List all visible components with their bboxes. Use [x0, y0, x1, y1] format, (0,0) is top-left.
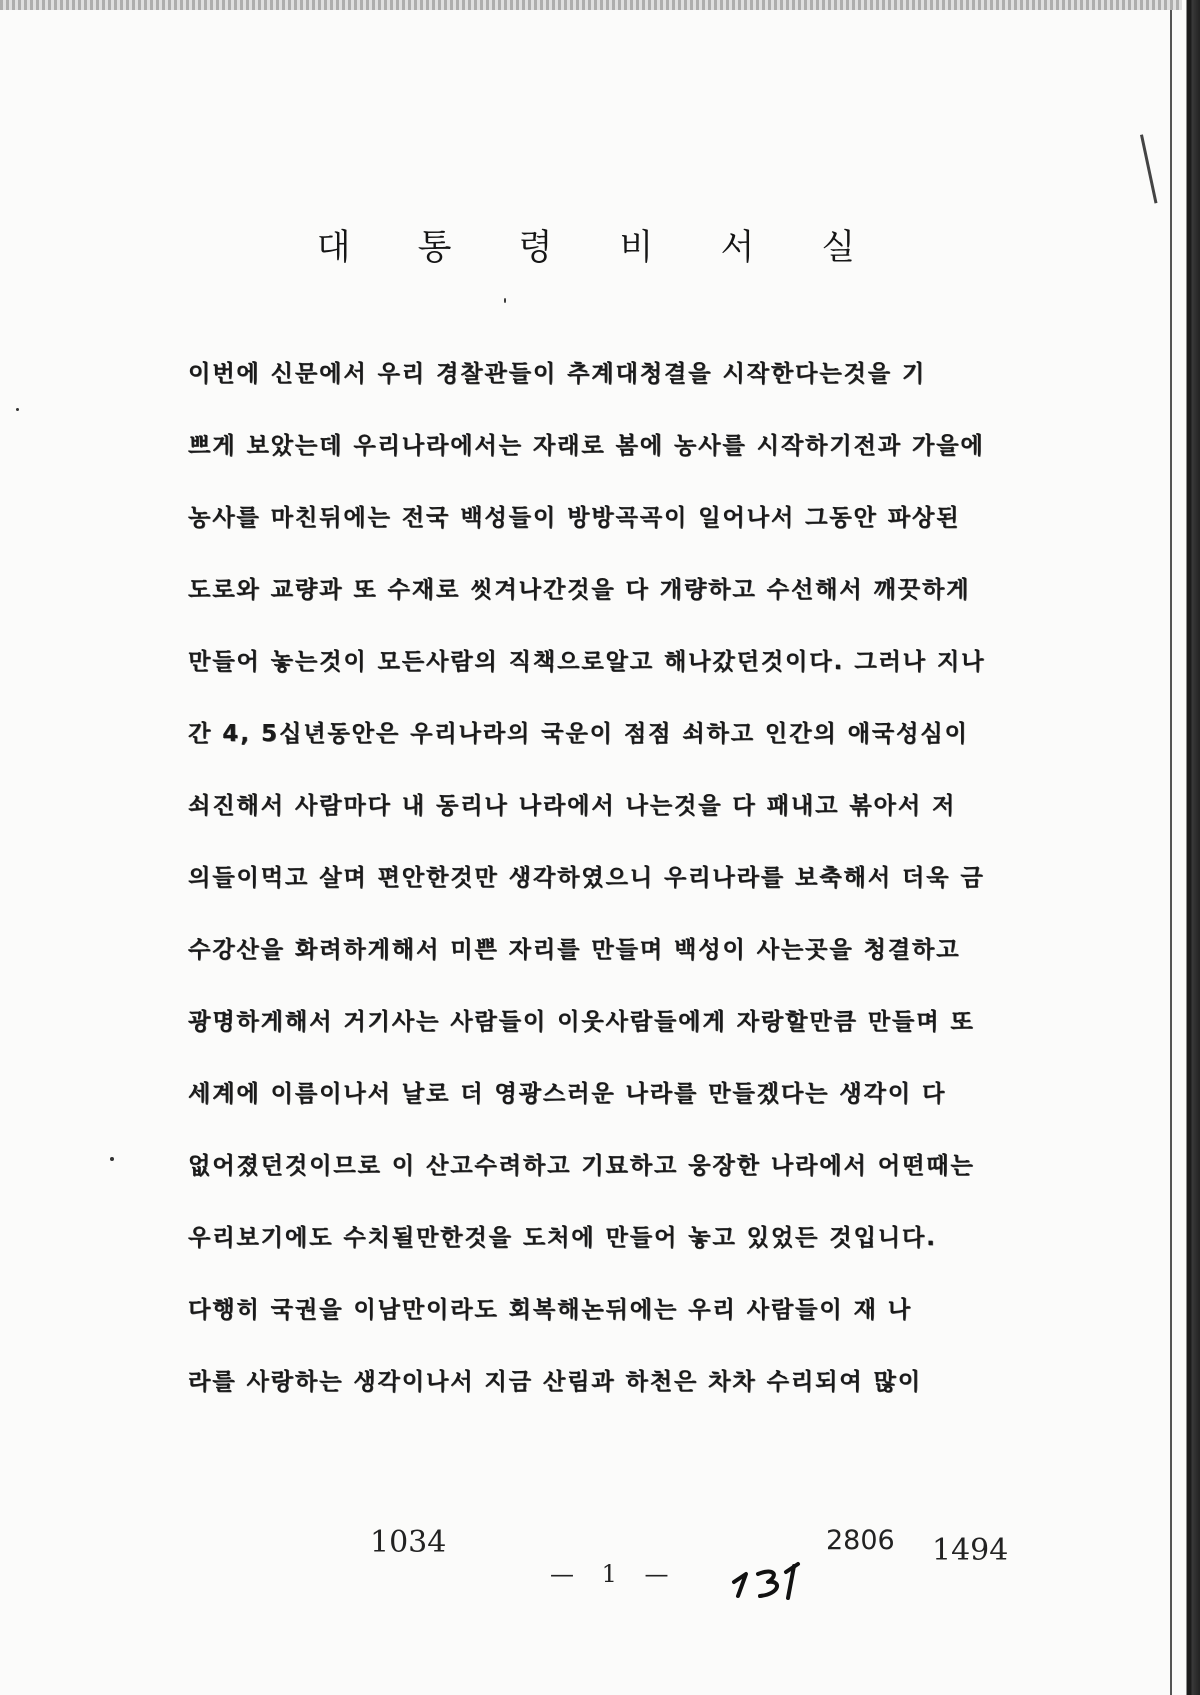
body-line: 세계에 이름이나서 날로 더 영광스러운 나라를 만들겠다는 생각이 다 — [188, 1081, 947, 1107]
body-line: 이번에 신문에서 우리 경찰관들이 추계대청결을 시작한다는것을 기 — [188, 361, 927, 387]
body-line: 광명하게해서 거기사는 사람들이 이웃사람들에게 자랑할만큼 만들며 또 — [188, 1009, 975, 1035]
scan-speck — [110, 1157, 114, 1161]
body-line: 의들이먹고 살며 편안한것만 생각하였으니 우리나라를 보축해서 더욱 금 — [188, 865, 985, 891]
pen-stroke-mark — [1140, 134, 1157, 203]
handwritten-page-mark — [728, 1552, 828, 1602]
body-line: 도로와 교량과 또 수재로 씻겨나간것을 다 개량하고 수선해서 깨끗하게 — [188, 577, 971, 603]
body-line: 쇠진해서 사람마다 내 동리나 나라에서 나는것을 다 패내고 볶아서 저 — [188, 793, 957, 819]
body-line: 간 4, 5십년동안은 우리나라의 국운이 점점 쇠하고 인간의 애국성심이 — [188, 721, 969, 747]
body-line: 우리보기에도 수치될만한것을 도처에 만들어 놓고 있었든 것입니다. — [188, 1225, 937, 1251]
stamp-number-right: 1494 — [932, 1533, 1009, 1568]
body-line: 만들어 놓는것이 모든사람의 직책으로알고 해나갔던것이다. 그러나 지나 — [188, 649, 986, 675]
body-line: 다행히 국권을 이남만이라도 회복해논뒤에는 우리 사람들이 재 나 — [188, 1297, 912, 1323]
scan-top-edge — [0, 0, 1200, 10]
stamp-number-middle: 2806 — [826, 1525, 895, 1556]
body-line: 라를 사랑하는 생각이나서 지금 산림과 하천은 차차 수리되여 많이 — [188, 1369, 922, 1395]
body-line: 수강산을 화려하게해서 미쁜 자리를 만들며 백성이 사는곳을 청결하고 — [188, 937, 961, 963]
body-line: 쁘게 보았는데 우리나라에서는 자래로 봄에 농사를 시작하기전과 가을에 — [188, 433, 985, 459]
stamp-number-left: 1034 — [370, 1525, 447, 1560]
scan-speck — [504, 298, 506, 303]
scan-speck — [16, 408, 19, 411]
document-title: 대 통 령 비 서 실 — [316, 228, 884, 268]
page-number: — 1 — — [550, 1560, 679, 1588]
body-line: 농사를 마친뒤에는 전국 백성들이 방방곡곡이 일어나서 그동안 파상된 — [188, 505, 961, 531]
body-line: 없어졌던것이므로 이 산고수려하고 기묘하고 웅장한 나라에서 어떤때는 — [188, 1153, 975, 1179]
